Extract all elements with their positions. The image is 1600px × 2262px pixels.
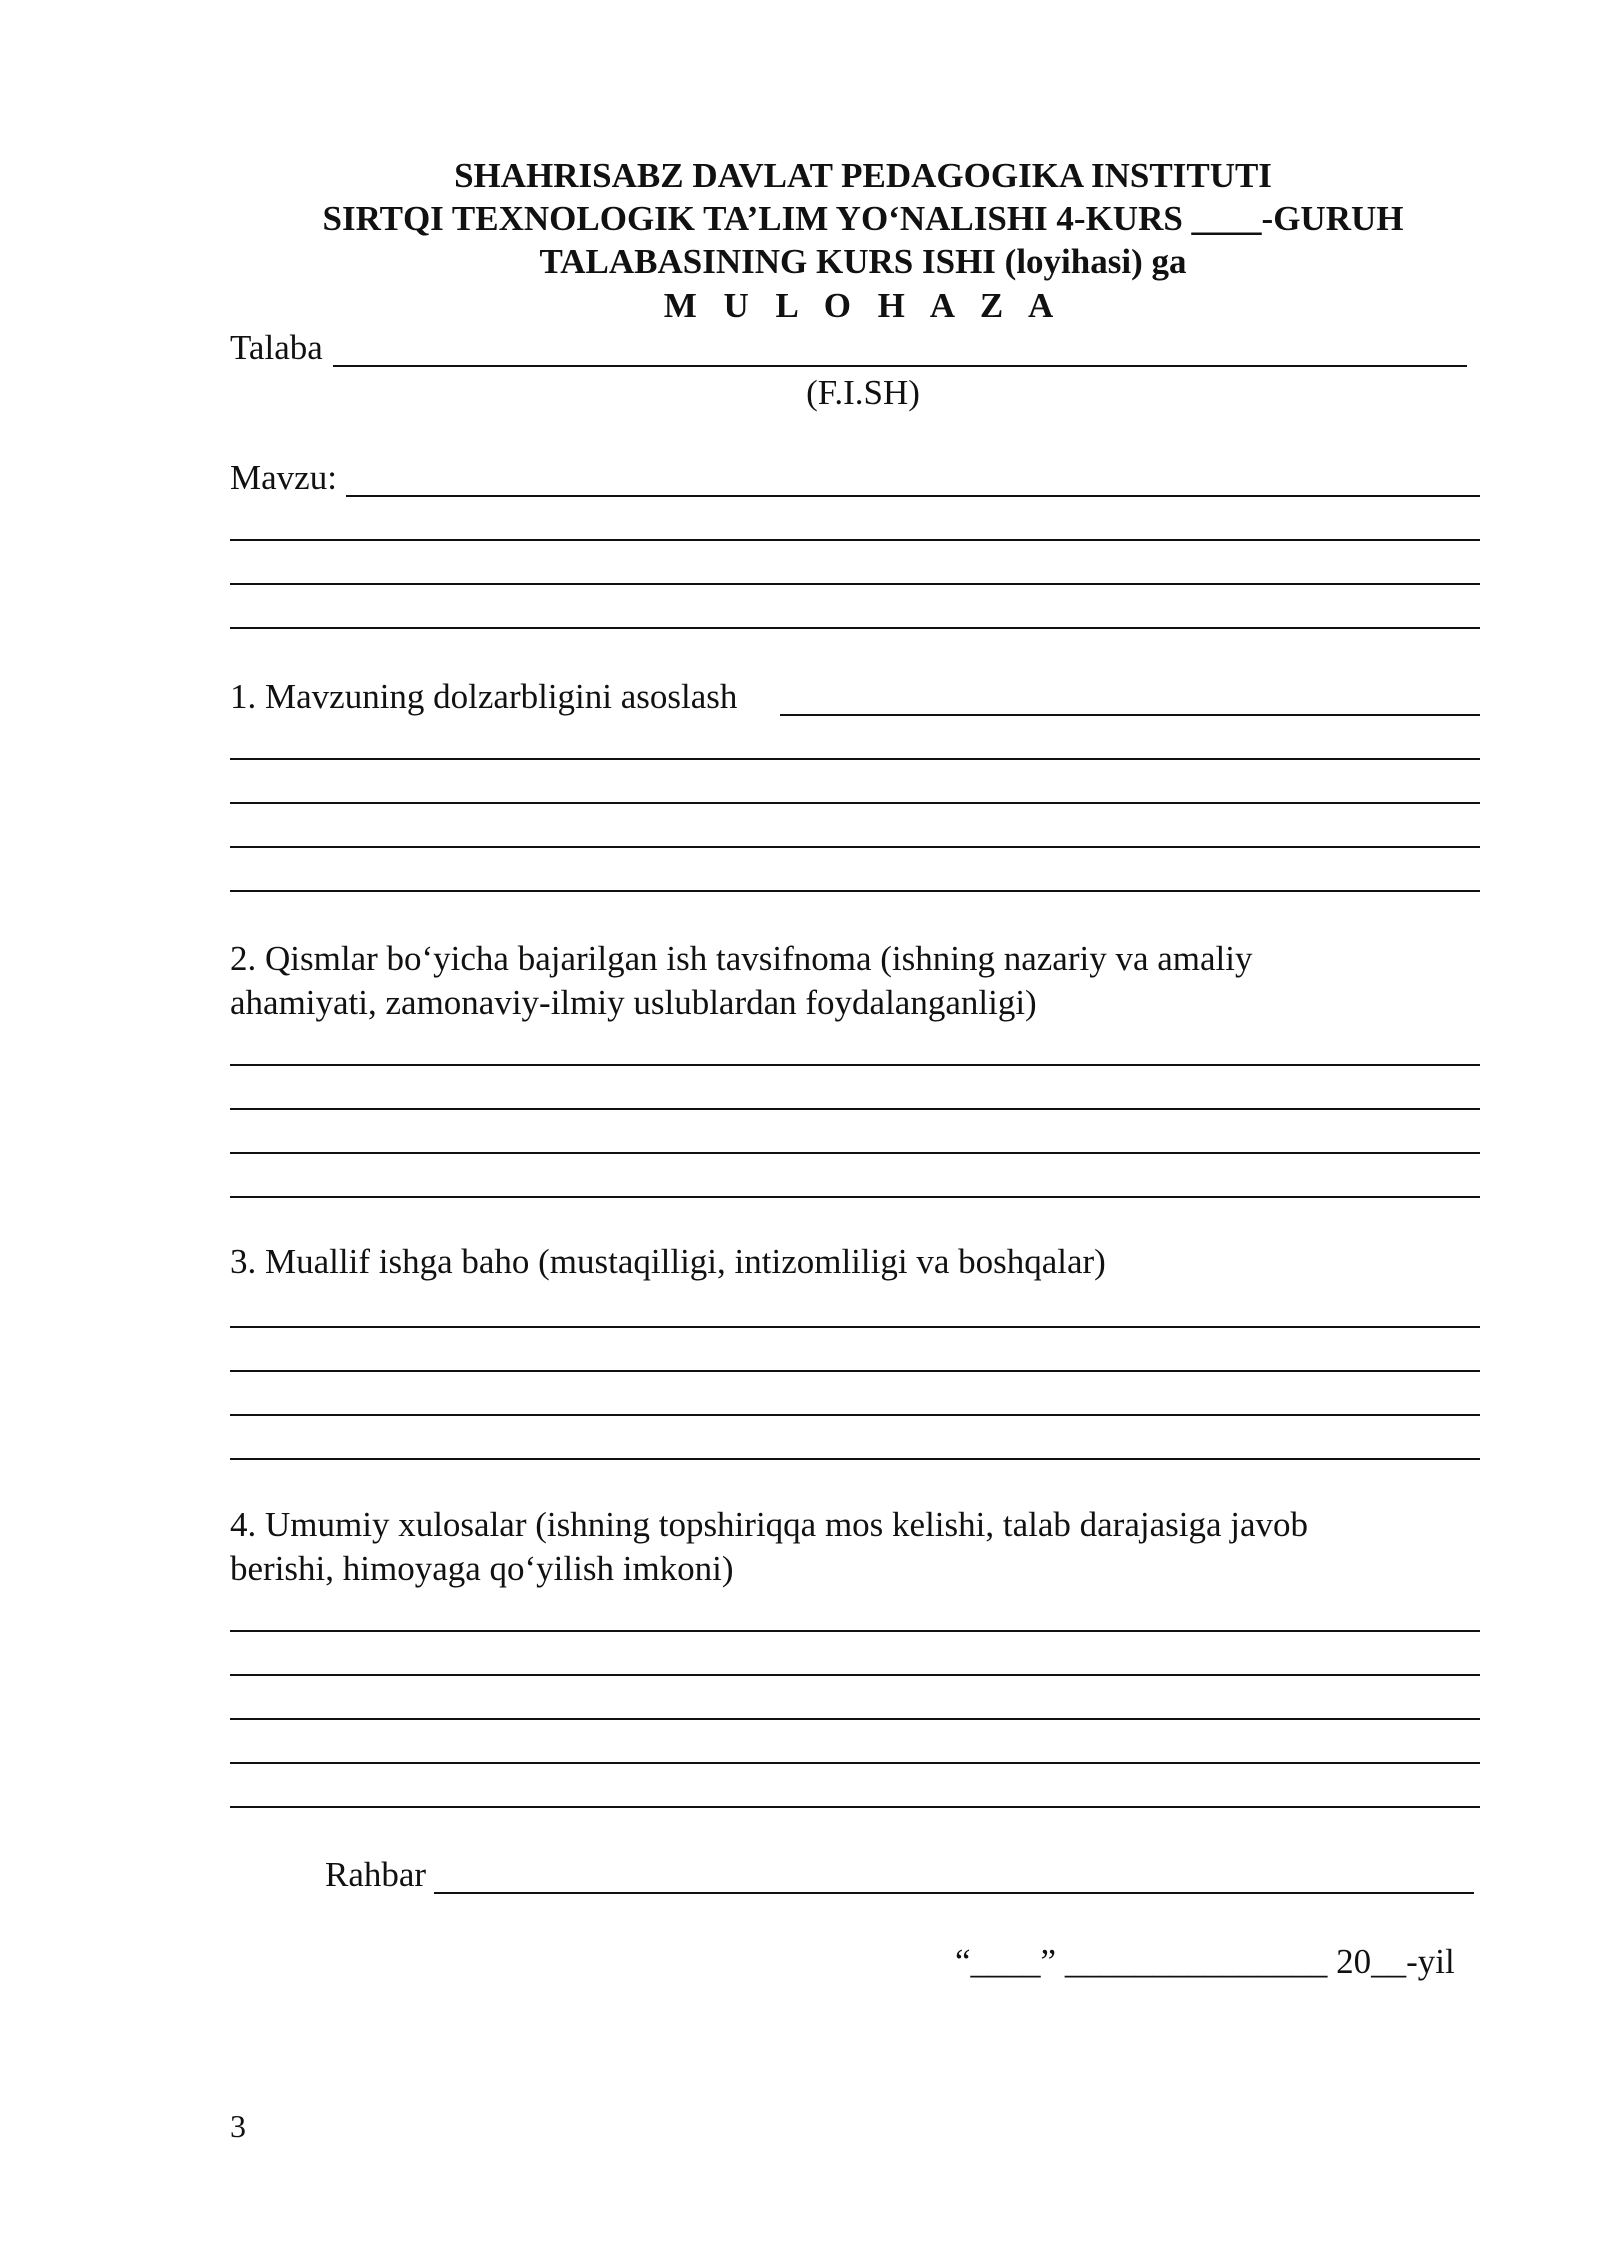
supervisor-signature-line[interactable] — [434, 1892, 1474, 1894]
section-1-line[interactable] — [230, 890, 1480, 892]
institution-title: SHAHRISABZ DAVLAT PEDAGOGIKA INSTITUTI — [454, 156, 1272, 195]
section-3-line[interactable] — [230, 1326, 1480, 1328]
section-3-line[interactable] — [230, 1414, 1480, 1416]
section-4-line[interactable] — [230, 1718, 1480, 1720]
section-1-line[interactable] — [780, 714, 1480, 716]
student-name-hint: (F.I.SH) — [806, 373, 920, 412]
page-number: 3 — [230, 2108, 246, 2144]
program-line: SIRTQI TEXNOLOGIK TA’LIM YO‘NALISHI 4-KURS ____-GURUH — [322, 199, 1404, 238]
section-1-line[interactable] — [230, 846, 1480, 848]
section-2-heading: 2. Qismlar bo‘yicha bajarilgan ish tavsifnoma (ishning nazariy va amaliy — [230, 939, 1253, 978]
topic-line[interactable] — [230, 627, 1480, 629]
section-2-line[interactable] — [230, 1152, 1480, 1154]
topic-line[interactable] — [230, 539, 1480, 541]
section-1-heading: 1. Mavzuning dolzarbligini asoslash — [230, 677, 738, 716]
section-1-line[interactable] — [230, 758, 1480, 760]
section-3-heading: 3. Muallif ishga baho (mustaqilligi, intizomliligi va boshqalar) — [230, 1242, 1106, 1281]
student-name-line[interactable] — [333, 365, 1467, 367]
section-4-line[interactable] — [230, 1630, 1480, 1632]
section-4-line[interactable] — [230, 1762, 1480, 1764]
section-1-line[interactable] — [230, 802, 1480, 804]
date-line: “____” _______________ 20__-yil — [955, 1942, 1455, 1981]
document-title: M U L O H A Z A — [663, 286, 1063, 325]
subject-line: TALABASINING KURS ISHI (loyihasi) ga — [539, 242, 1187, 281]
student-label: Talaba — [230, 328, 323, 367]
section-2-line[interactable] — [230, 1196, 1480, 1198]
section-4-line[interactable] — [230, 1674, 1480, 1676]
section-4-heading-cont: berishi, himoyaga qo‘yilish imkoni) — [230, 1549, 734, 1588]
topic-label: Mavzu: — [230, 458, 337, 497]
section-3-line[interactable] — [230, 1370, 1480, 1372]
section-4-heading: 4. Umumiy xulosalar (ishning topshiriqqa mos kelishi, talab darajasiga javob — [230, 1505, 1309, 1544]
section-2-line[interactable] — [230, 1064, 1480, 1066]
topic-line[interactable] — [346, 495, 1480, 497]
section-3-line[interactable] — [230, 1458, 1480, 1460]
section-4-line[interactable] — [230, 1806, 1480, 1808]
section-2-heading-cont: ahamiyati, zamonaviy-ilmiy uslublardan foydalanganligi) — [230, 983, 1037, 1022]
section-2-line[interactable] — [230, 1108, 1480, 1110]
supervisor-label: Rahbar — [325, 1855, 427, 1894]
topic-line[interactable] — [230, 583, 1480, 585]
